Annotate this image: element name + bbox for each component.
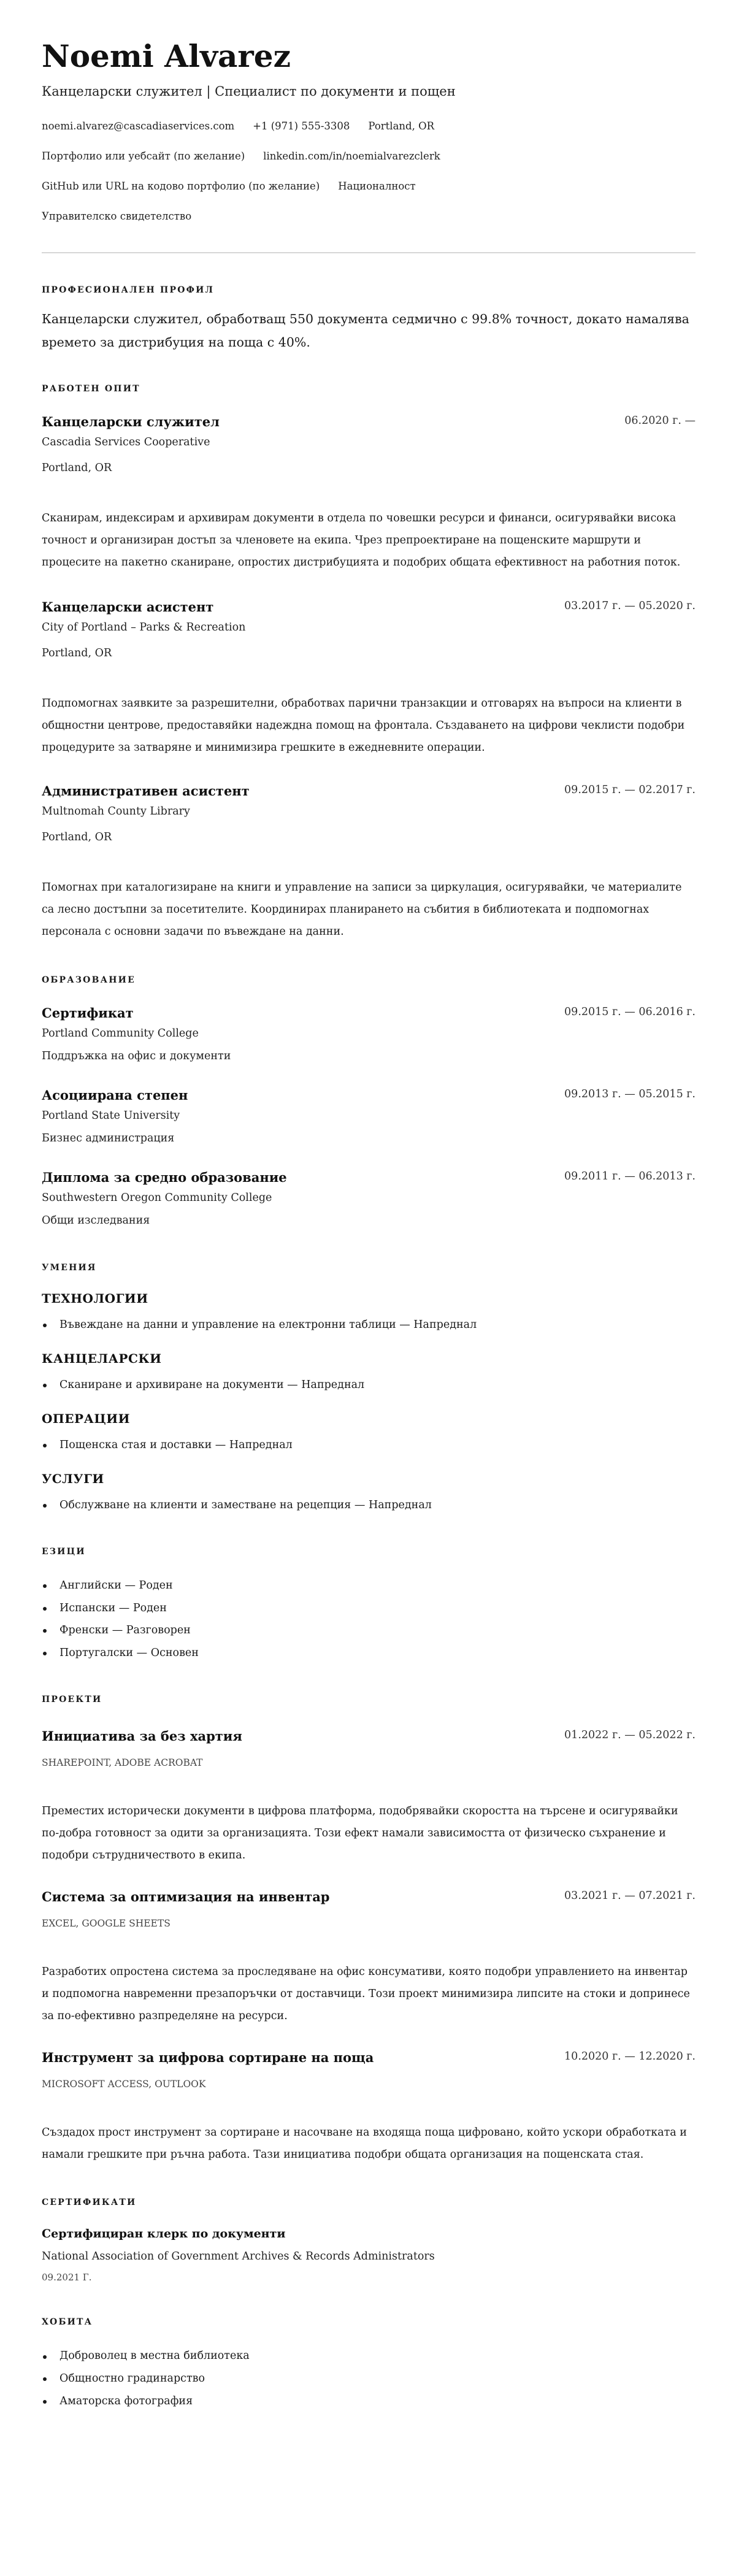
project-dates: 01.2022 г. — 05.2022 г. xyxy=(564,1729,696,1742)
experience-section xyxy=(42,383,696,943)
job-title: Канцеларски асистент xyxy=(42,599,214,615)
field-of-study: Общи изследвания xyxy=(42,1214,150,1227)
nationality: Националност xyxy=(338,180,416,192)
education-dates: 09.2013 г. — 05.2015 г. xyxy=(564,1088,696,1100)
skill-item: Въвеждане на данни и управление на електронни таблици — Напреднал xyxy=(42,1316,696,1334)
education-dates: 09.2011 г. — 06.2013 г. xyxy=(564,1170,696,1183)
skill-list xyxy=(42,1436,696,1454)
certification-date: 09.2021 Г. xyxy=(42,2272,92,2283)
project-technologies: SHAREPOINT, ADOBE ACROBAT xyxy=(42,1757,203,1769)
hobbies-section xyxy=(42,2316,696,2412)
education-entry xyxy=(42,1086,696,1147)
section-heading: УМЕНИЯ xyxy=(42,1263,97,1273)
project-entry xyxy=(42,1727,696,1866)
job-company: Cascadia Services Cooperative xyxy=(42,436,210,448)
skill-group-heading: ТЕХНОЛОГИИ xyxy=(42,1291,148,1306)
profile-summary: Канцеларски служител, обработващ 550 документа седмично с 99.8% точност, докато намалява времето за дистрибуция на поща с 40%. xyxy=(42,312,689,350)
project-description: Разработих опростена система за проследяване на офис консумативи, която подобри управлението на инвентар и подпомогна навременни презапоръчки от доставчици. Този проект минимизира липсите на стоки и допринесе за по-ефективно разпределяне на ресурси. xyxy=(42,1966,690,2023)
job-location: Portland, OR xyxy=(42,647,112,659)
skill-list xyxy=(42,1376,696,1394)
section-heading: РАБОТЕН ОПИТ xyxy=(42,384,140,394)
job-description: Помогнах при каталогизиране на книги и управление на записи за циркулация, осигурявайки, че материалите са лесно достъпни за посетителите. Координирах планирането на събития в библиотеката и подпомогнах персонала с основни задачи по въвеждане на данни. xyxy=(42,881,682,938)
language-list xyxy=(42,1574,696,1664)
education-entry xyxy=(42,1004,696,1065)
job-location: Portland, OR xyxy=(42,831,112,843)
project-entry xyxy=(42,2049,696,2166)
certifications-section xyxy=(42,2196,696,2284)
profile-section xyxy=(42,284,696,354)
resume-header xyxy=(42,38,696,226)
experience-entry xyxy=(42,782,696,943)
job-dates: 03.2017 г. — 05.2020 г. xyxy=(564,600,696,612)
job-title: Административен асистент xyxy=(42,783,250,799)
contact-row xyxy=(42,147,696,166)
field-of-study: Бизнес администрация xyxy=(42,1132,175,1144)
institution: Portland Community College xyxy=(42,1027,199,1040)
language-item: Португалски — Основен xyxy=(42,1642,696,1665)
projects-section xyxy=(42,1693,696,2166)
project-dates: 10.2020 г. — 12.2020 г. xyxy=(564,2050,696,2063)
experience-entry xyxy=(42,598,696,759)
section-heading: ХОБИТА xyxy=(42,2317,93,2328)
job-dates: 06.2020 г. — xyxy=(624,415,696,427)
education-section xyxy=(42,974,696,1229)
project-entry xyxy=(42,1888,696,2027)
education-entry xyxy=(42,1168,696,1229)
job-title: Канцеларски служител xyxy=(42,414,220,429)
languages-section xyxy=(42,1546,696,1664)
degree-title: Диплома за средно образование xyxy=(42,1170,287,1185)
degree-title: Асоциирана степен xyxy=(42,1087,188,1103)
certification-title: Сертифициран клерк по документи xyxy=(42,2227,286,2241)
certification-issuer: National Association of Government Archives & Records Administrators xyxy=(42,2250,435,2263)
education-dates: 09.2015 г. — 06.2016 г. xyxy=(564,1006,696,1018)
project-technologies: MICROSOFT ACCESS, OUTLOOK xyxy=(42,2079,206,2090)
phone-number: +1 (971) 555-3308 xyxy=(253,120,350,132)
experience-entry xyxy=(42,413,696,573)
skills-section xyxy=(42,1262,696,1514)
project-description: Създадох прост инструмент за сортиране и насочване на входяща поща цифровано, който ускори обработката и намали грешките при ръчна работа. Тази инициатива подобри общата организация на пощенската стая. xyxy=(42,2126,687,2161)
skill-list xyxy=(42,1316,696,1334)
job-dates: 09.2015 г. — 02.2017 г. xyxy=(564,784,696,796)
contact-row xyxy=(42,117,696,136)
language-item: Английски — Роден xyxy=(42,1574,696,1597)
skill-group-heading: УСЛУГИ xyxy=(42,1471,104,1486)
skill-list xyxy=(42,1496,696,1514)
project-title: Инициатива за без хартия xyxy=(42,1728,242,1744)
skill-group-heading: ОПЕРАЦИИ xyxy=(42,1411,130,1426)
portfolio-link[interactable]: Портфолио или уебсайт (по желание) xyxy=(42,150,245,162)
job-company: Multnomah County Library xyxy=(42,805,190,818)
institution: Portland State University xyxy=(42,1110,180,1122)
skill-item: Обслужване на клиенти и заместване на рецепция — Напреднал xyxy=(42,1496,696,1514)
field-of-study: Поддръжка на офис и документи xyxy=(42,1050,231,1062)
project-title: Инструмент за цифрова сортиране на поща xyxy=(42,2050,374,2066)
skill-item: Сканиране и архивиране на документи — Напреднал xyxy=(42,1376,696,1394)
skill-item: Пощенска стая и доставки — Напреднал xyxy=(42,1436,696,1454)
project-title: Система за оптимизация на инвентар xyxy=(42,1889,330,1905)
github-link[interactable]: GitHub или URL на кодово портфолио (по желание) xyxy=(42,180,320,192)
project-technologies: EXCEL, GOOGLE SHEETS xyxy=(42,1918,171,1930)
header-divider xyxy=(42,252,696,253)
section-heading: СЕРТИФИКАТИ xyxy=(42,2198,137,2208)
contact-row xyxy=(42,177,696,196)
job-description: Сканирам, индексирам и архивирам документи в отдела по човешки ресурси и финанси, осигурявайки висока точност и организиран достъп за членовете на екипа. Чрез препроектиране на пощенските маршрути и процесите на пакетно сканиране, опростих дистрибуцията и подобрих общата ефективност на работния поток. xyxy=(42,512,681,569)
candidate-headline: Канцеларски служител | Специалист по документи и пощен xyxy=(42,84,456,99)
hobby-item: Доброволец в местна библиотека xyxy=(42,2345,696,2367)
hobby-item: Аматорска фотография xyxy=(42,2390,696,2413)
contact-location: Portland, OR xyxy=(368,120,435,132)
section-heading: ПРОЕКТИ xyxy=(42,1695,102,1705)
degree-title: Сертификат xyxy=(42,1005,134,1021)
skill-group-heading: КАНЦЕЛАРСКИ xyxy=(42,1351,162,1366)
contact-row xyxy=(42,207,696,226)
institution: Southwestern Oregon Community College xyxy=(42,1192,272,1204)
hobby-item: Общностно градинарство xyxy=(42,2367,696,2390)
job-company: City of Portland – Parks & Recreation xyxy=(42,621,246,634)
job-location: Portland, OR xyxy=(42,462,112,474)
resume-page xyxy=(0,38,736,2412)
job-description: Подпомогнах заявките за разрешителни, обработвах парични транзакции и отговарях на въпроси на клиенти в общностни центрове, предоставяйки надеждна помощ на фронтала. Създаването на цифрови чеклисти подобри процедурите за затваряне и минимизира грешките в ежедневните операции. xyxy=(42,697,685,754)
section-heading: ЕЗИЦИ xyxy=(42,1547,86,1557)
project-dates: 03.2021 г. — 07.2021 г. xyxy=(564,1890,696,1903)
project-description: Преместих исторически документи в цифрова платформа, подобрявайки скоростта на търсене и осигурявайки по-добра готовност за одити за организацията. Този ефект намали зависимостта от физическо съхранение и подобри сътрудничеството в екипа. xyxy=(42,1805,678,1862)
section-heading: ОБРАЗОВАНИЕ xyxy=(42,975,136,985)
section-heading: ПРОФЕСИОНАЛЕН ПРОФИЛ xyxy=(42,285,215,295)
linkedin-link[interactable]: linkedin.com/in/noemialvarezclerk xyxy=(263,150,440,162)
language-item: Френски — Разговорен xyxy=(42,1619,696,1642)
candidate-name: Noemi Alvarez xyxy=(42,38,291,74)
driving-license: Управителско свидетелство xyxy=(42,210,192,222)
email-link[interactable]: noemi.alvarez@cascadiaservices.com xyxy=(42,120,235,132)
hobby-list xyxy=(42,2345,696,2412)
language-item: Испански — Роден xyxy=(42,1597,696,1620)
